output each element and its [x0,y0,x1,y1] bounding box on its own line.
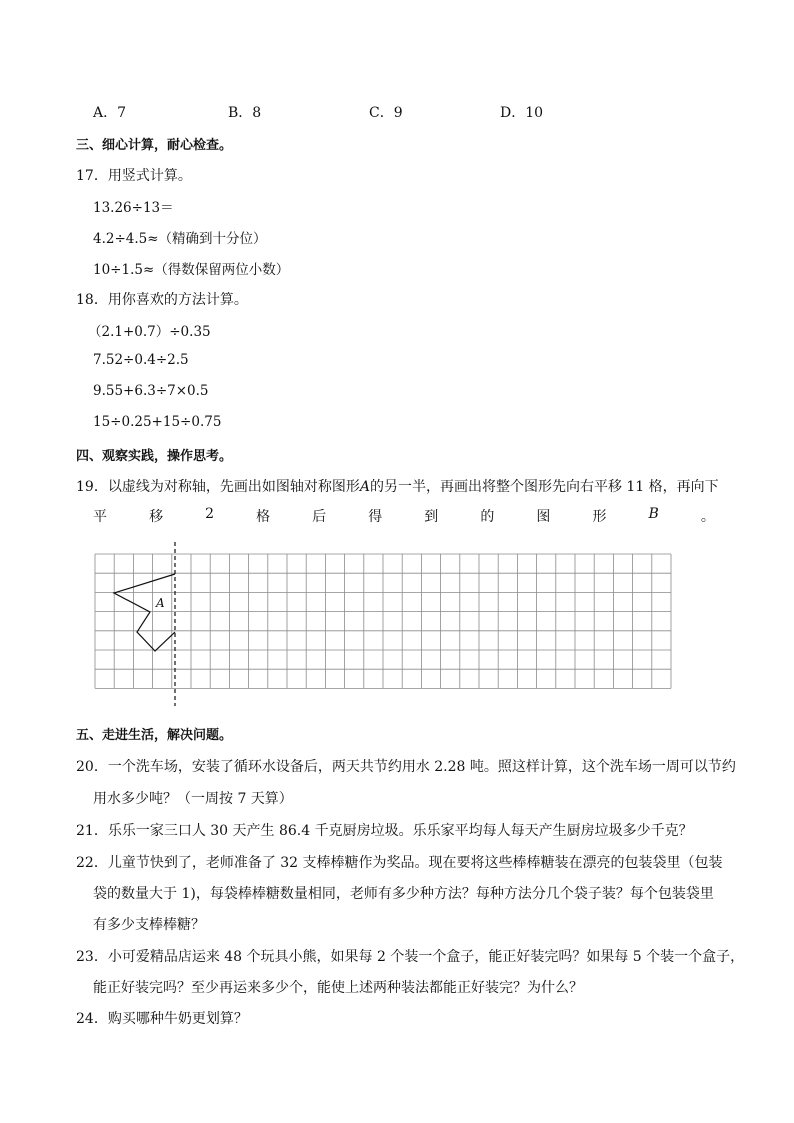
q22-line-2: 袋的数量大于 1)，每袋棒棒糖数量相同，老师有多少种方法？每种方法分几个袋子装？每个包装袋里 [93,886,714,902]
section-3-heading: 三、细心计算，耐心检查。 [76,138,233,153]
q19-word: 图 [536,509,551,525]
q23-line-1: 23．小可爱精品店运来 48 个玩具小熊，如果每 2 个装一个盒子，能正好装完吗？如果每 5 个装一个盒子， [76,949,745,965]
q19-word: 。 [700,509,715,525]
option-c: C．9 [369,105,403,121]
shape-a-half [114,574,175,651]
q19-word: 后 [312,509,327,525]
shape-a-label: A [156,596,165,610]
q18-title: 18．用你喜欢的方法计算。 [76,292,248,308]
q19-word: 移 [149,509,164,525]
q19-word: 格 [256,509,271,525]
q24-line-1: 24．购买哪种牛奶更划算？ [76,1011,248,1027]
q23-line-2: 能正好装完吗？至少再运来多少个，能使上述两种装法都能正好装完？为什么？ [93,980,583,996]
q20-line-2: 用水多少吨？（一周按 7 天算） [93,791,293,807]
q19-line-1-post: 的另一半，再画出将整个图形先向右平移 11 格，再向下 [369,479,719,495]
q17-line-3: 10÷1.5≈（得数保留两位小数） [93,262,290,278]
q19-word: 2 [205,506,215,522]
q20-line-1: 20．一个洗车场，安装了循环水设备后，两天共节约用水 2.28 吨。照这样计算，这个洗车场一周可以节约 [76,759,736,775]
option-b: B．8 [228,105,262,121]
q17-line-1: 13.26÷13＝ [93,200,174,216]
q19-word: 得 [368,509,383,525]
q22-line-3: 有多少支棒棒糖？ [93,917,205,933]
section-4-heading: 四、观察实践，操作思考。 [76,449,233,464]
q19-word: 到 [424,509,439,525]
q19-word-var-b: B [648,506,659,522]
grid-lines [95,554,671,688]
option-a: A．7 [93,105,127,121]
q17-line-2: 4.2÷4.5≈（精确到十分位） [93,231,267,247]
q22-line-1: 22．儿童节快到了，老师准备了 32 支棒棒糖作为奖品。现在要将这些棒棒糖装在漂亮的包装袋里（包装 [76,855,723,871]
q18-line-1: （2.1+0.7）÷0.35 [88,324,211,340]
section-5-heading: 五、走进生活，解决问题。 [76,728,233,743]
q19-word: 平 [93,509,107,525]
q21-line-1: 21．乐乐一家三口人 30 天产生 86.4 千克厨房垃圾。乐乐家平均每人每天产生厨房垃圾多少千克？ [76,823,693,839]
q19-line-1-pre: 19．以虚线为对称轴，先画出如图轴对称图形 [76,479,360,495]
q18-line-2: 7.52÷0.4÷2.5 [93,352,189,368]
q18-line-4: 15÷0.25+15÷0.75 [93,414,222,430]
q19-var-a: A [359,479,370,495]
q19-word: 形 [592,509,607,525]
q19-word: 的 [480,509,495,525]
option-d: D．10 [500,105,544,121]
q17-title: 17．用竖式计算。 [76,168,192,184]
q18-line-3: 9.55+6.3÷7×0.5 [93,383,209,399]
